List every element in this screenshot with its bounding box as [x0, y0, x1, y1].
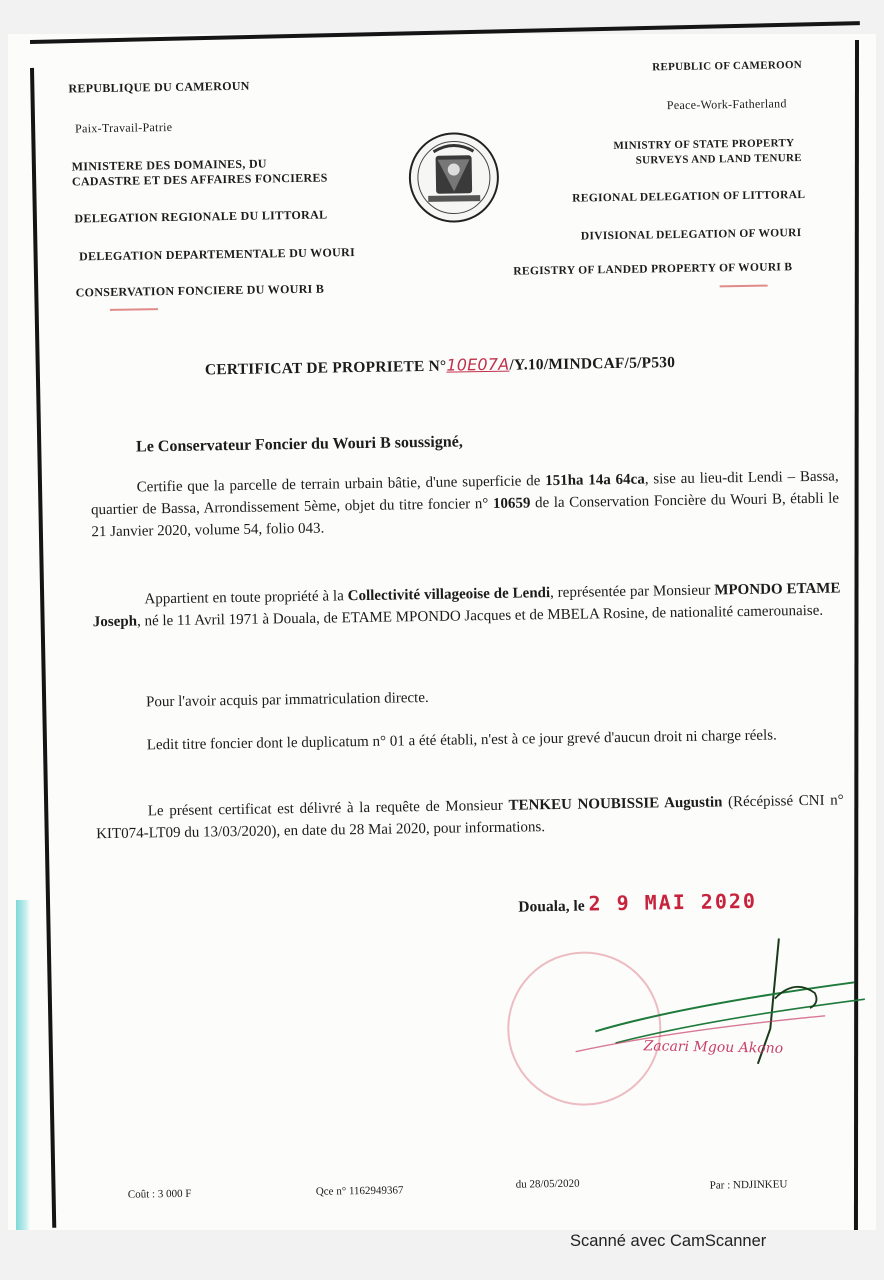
- certificate-title: [205, 350, 825, 380]
- coat-of-arms-seal: [407, 131, 500, 224]
- paragraph-owner: [92, 577, 841, 633]
- title-number: 10659: [492, 495, 531, 512]
- header-en-regional: REGIONAL DELEGATION OF LITTORAL: [572, 188, 806, 205]
- paragraph-acquisition: Pour l'avoir acquis par immatriculation directe.: [145, 689, 429, 711]
- title-prefix: CERTIFICAT DE PROPRIETE N°: [204, 357, 447, 379]
- paragraph-parcel: [91, 466, 840, 544]
- place-label: Douala, le: [518, 897, 585, 916]
- header-en-ministry-line2: SURVEYS AND LAND TENURE: [635, 152, 802, 167]
- camscanner-watermark: Scanné avec CamScanner: [570, 1232, 767, 1250]
- scan-edge-artifact: [16, 900, 30, 1230]
- header-fr-ministry-line1: MINISTERE DES DOMAINES, DU: [71, 156, 267, 174]
- footer-issuer: Par : NDJINKEU: [709, 1178, 788, 1192]
- certificate-number: 10E07A: [446, 354, 510, 375]
- paragraph-request: [96, 789, 845, 845]
- footer-date: du 28/05/2020: [515, 1177, 580, 1191]
- parcel-text-c: de la Conservation Foncière du Wouri B, établi le 21 Janvier 2020, volume 54, folio 043.: [91, 490, 840, 541]
- header-en-motto: Peace-Work-Fatherland: [666, 96, 787, 113]
- footer-cost: Coût : 3 000 F: [127, 1187, 192, 1201]
- header-en-divisional: DIVISIONAL DELEGATION OF WOURI: [580, 227, 802, 243]
- header-fr-republic: REPUBLIQUE DU CAMEROUN: [68, 78, 250, 96]
- signer-name-script: Zacari Mgou Akono: [643, 1038, 784, 1057]
- owner-text-b: , représentée par Monsieur: [549, 582, 715, 602]
- signatory-heading: Le Conservateur Foncier du Wouri B soussigné,: [135, 433, 463, 456]
- header-fr-ministry-line2: CADASTRE ET DES AFFAIRES FONCIERES: [71, 170, 328, 189]
- requester-name: TENKEU NOUBISSIE Augustin: [508, 794, 723, 814]
- paragraph-encumbrance: Ledit titre foncier dont le duplicatum n° 01 a été établi, n'est à ce jour grevé d'aucun droit ni charge réels.: [146, 727, 777, 754]
- owner-name: Collectivité villageoise de Lendi: [347, 585, 551, 605]
- parcel-text-b: , sise au lieu-dit Lendi – Bassa, quartier de Bassa, Arrondissement 5ème, objet du titre foncier n°: [90, 468, 839, 519]
- request-text-a: Le présent certificat est délivré à la requête de Monsieur: [147, 797, 509, 820]
- header-fr-regional: DELEGATION REGIONALE DU LITTORAL: [74, 207, 328, 226]
- header-fr-departmental: DELEGATION DEPARTEMENTALE DU WOURI: [78, 245, 356, 264]
- header-en-republic: REPUBLIC OF CAMEROON: [652, 59, 803, 74]
- representative-name: MPONDO ETAME Joseph: [92, 580, 841, 631]
- date-stamp: 2 9 MAI 2020: [588, 888, 758, 916]
- footer-receipt: Qce n° 1162949367: [315, 1184, 404, 1198]
- title-suffix: /Y.10/MINDCAF/5/P530: [509, 354, 676, 374]
- header-en-ministry-line1: MINISTRY OF STATE PROPERTY: [613, 137, 795, 153]
- certificate-content: [40, 47, 868, 1220]
- handwritten-signature: [523, 907, 884, 1083]
- header-fr-motto: Paix-Travail-Patrie: [74, 119, 173, 136]
- owner-text-a: Appartient en toute propriété à la: [144, 588, 348, 608]
- request-text-b: (Récépissé CNI n° KIT074-LT09 du 13/03/2020), en date du 28 Mai 2020, pour informations.: [96, 792, 844, 843]
- red-divider: [720, 285, 768, 288]
- owner-text-c: , né le 11 Avril 1971 à Douala, de ETAME MPONDO Jacques et de MBELA Rosine, de nationalité camerounaise.: [136, 602, 824, 630]
- parcel-text-a: Certifie que la parcelle de terrain urbain bâtie, d'une superficie de: [136, 473, 546, 496]
- parcel-area: 151ha 14a 64ca: [545, 471, 645, 490]
- header-fr-conservation: CONSERVATION FONCIERE DU WOURI B: [75, 281, 325, 300]
- header-en-registry: REGISTRY OF LANDED PROPERTY OF WOURI B: [513, 261, 793, 278]
- red-divider: [110, 308, 158, 311]
